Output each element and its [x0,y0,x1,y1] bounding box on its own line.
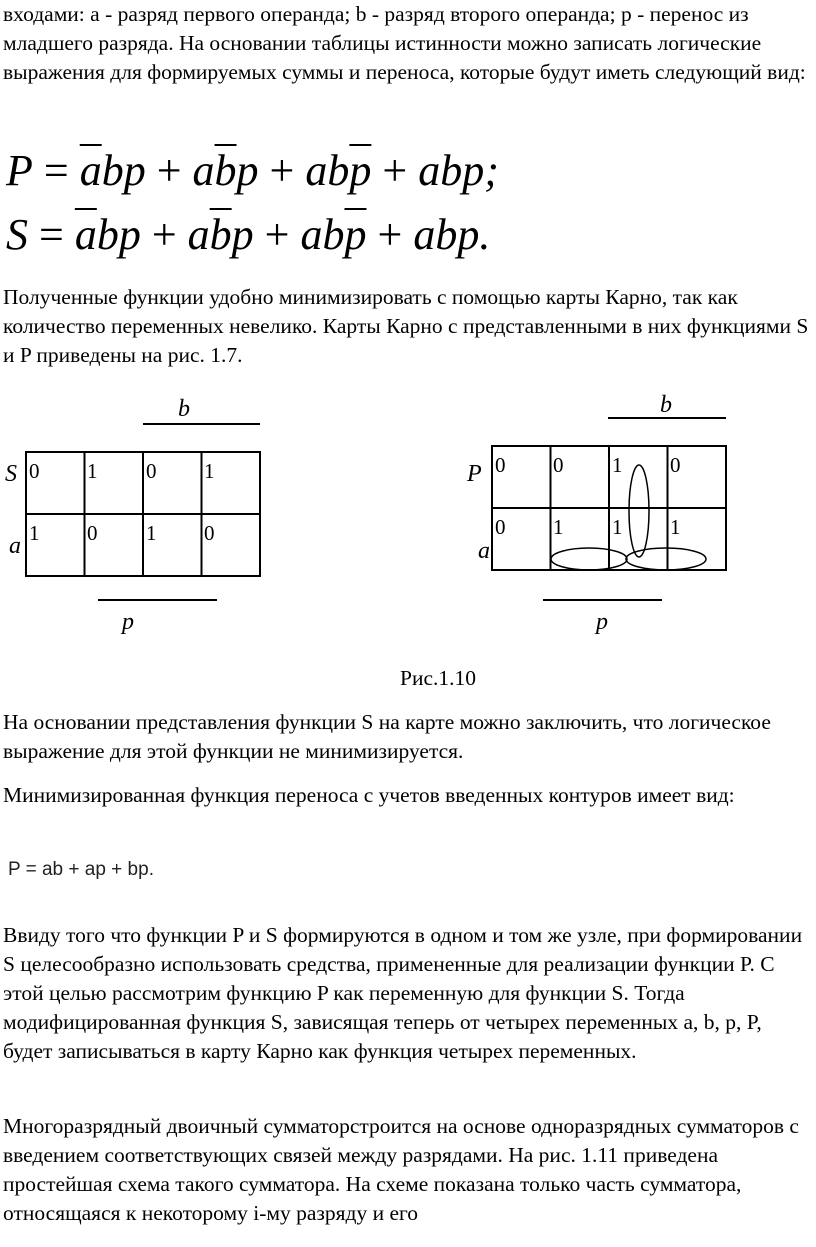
kmap-p-vertical-contour [629,465,649,557]
kmap-s-cell: 0 [146,459,157,483]
paragraph-karnaugh: Полученные функции удобно минимизировать с помощью карты Карно, так как количество переменных невелико. Карты Карно с представленными в них функциями S и P приведены на рис. 1.7. [3,285,809,367]
paragraph-multibit-adder: Многоразрядный двоичный сумматорстроится на основе одноразрядных сумматоров с введением соответствующих связей между разрядами. На рис. 1.11 приведена простейшая схема такого сумматора. На схеме показана только часть сумматора, относящаяся к некоторому i-му разряду и его [3,1114,799,1225]
kmap-s-cell: 1 [87,459,98,483]
kmap-s [5,396,260,635]
kmap-p-cell: 1 [553,515,564,539]
kmap-p-a-label: a [478,538,490,564]
kmap-p-name: P [467,461,482,487]
kmap-s-b-label: b [178,396,190,422]
figure-caption: Рис.1.10 [399,666,476,690]
kmap-s-cell: 0 [87,521,98,545]
kmap-p-cell: 0 [495,515,506,539]
kmap-s-cell: 0 [204,521,215,545]
kmap-s-p-label: p [122,609,134,635]
kmap-p-cell: 1 [612,453,623,477]
paragraph-minimized-carry: Минимизированная функция переноса с учетов введенных контуров имеет вид: [3,783,735,807]
kmap-p-cell: 0 [670,453,681,477]
kmap-p-cell: 0 [495,453,506,477]
kmap-p-horizontal-contour-left [551,548,627,570]
kmap-s-cell: 1 [204,459,215,483]
kmap-p-cell: 1 [670,515,681,539]
kmap-p-p-label: p [596,609,608,635]
kmap-p-b-label: b [660,392,672,418]
kmap-s-cell: 1 [146,521,157,545]
kmap-p-horizontal-contour-right [626,548,706,570]
kmap-p-cell: 0 [553,453,564,477]
paragraph-intro: входами: a - разряд первого операнда; b - разряд второго операнда; p - перенос из младшего разряда. На основании таблицы истинности можно записать логические выражения для формируемых суммы и переноса, которые будут иметь следующий вид: [3,2,806,84]
paragraph-s-not-minimized: На основании представления функции S на карте можно заключить, что логическое выражение для этой функции не минимизируется. [3,710,771,763]
paragraph-modified-s: Ввиду того что функции P и S формируются в одном и том же узле, при формировании S целесообразно использовать средства, примененные для реализации функции P. С этой целью рассмотрим функцию P как переменную для функции S. Тогда модифицированная функция S, зависящая теперь от четырех переменных a, b, p, P, будет записываться в карту Карно как функция четырех переменных. [3,923,803,1063]
karnaugh-maps-figure [0,388,816,638]
kmap-p-cell: 1 [612,515,623,539]
formula-p-minimized: P = ab + ap + bp. [8,859,154,880]
kmap-s-cell: 1 [29,521,40,545]
kmap-s-a-label: a [9,533,21,559]
formula-p: $P = \overline{a}bp + a\overline{b}p + ab\overline{p}$ + abp; [6,146,499,195]
kmap-s-name: S [5,461,17,487]
formula-s: $S = \overline{a}bp + a\overline{b}p + ab\overline{p}$ + abp. [6,210,491,259]
kmap-p [466,392,726,635]
kmap-s-cell: 0 [29,459,40,483]
